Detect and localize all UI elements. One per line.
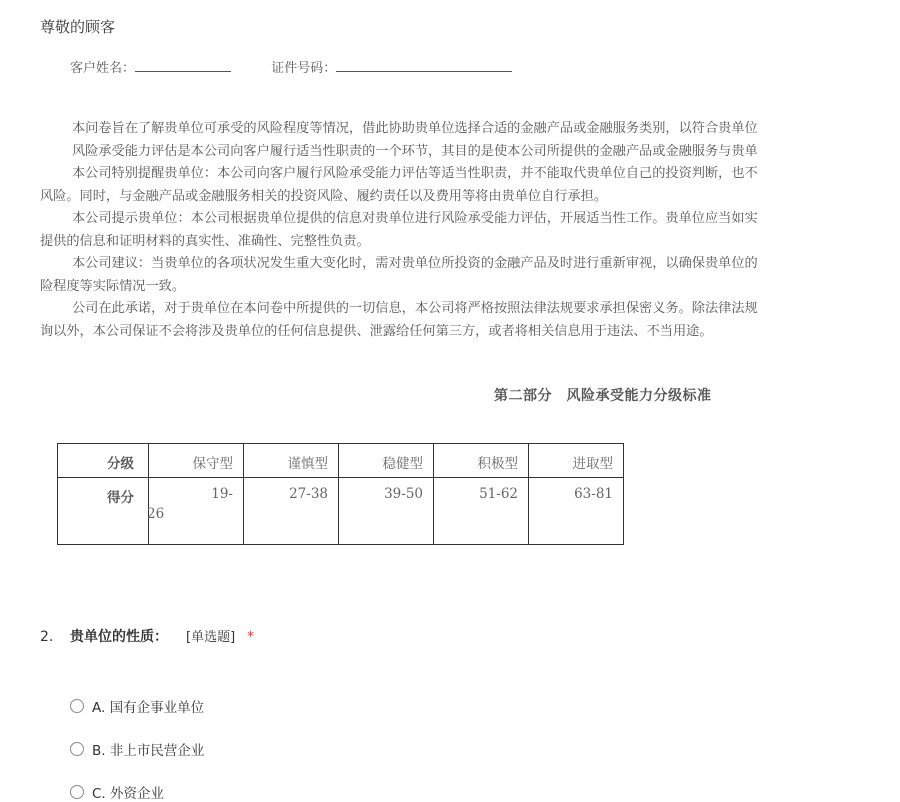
section-title: 第二部分 风险承受能力分级标准 — [494, 388, 712, 404]
table-cell — [434, 444, 529, 478]
intro-line: 询以外，本公司保证不会将涉及贵单位的任何信息提供、泄露给任何第三方，或者将相关信息用于违法、不当用途。 — [40, 323, 713, 339]
table-cell — [149, 478, 244, 545]
radio-button[interactable] — [70, 785, 84, 799]
score-conservative-end: 26 — [147, 506, 165, 522]
radio-button[interactable] — [70, 742, 84, 756]
question-title: 贵单位的性质： — [70, 629, 168, 645]
table-row — [58, 478, 624, 545]
level-aggressive: 进取型 — [572, 456, 613, 472]
id-number-blank — [336, 59, 512, 72]
intro-line: 风险承受能力评估是本公司向客户履行适当性职责的一个环节，其目的是使本公司所提供的金融产品或金融服务与贵单 — [72, 143, 758, 159]
required-mark: * — [247, 629, 255, 645]
score-conservative-start: 19- — [211, 486, 233, 502]
level-conservative: 保守型 — [192, 456, 233, 472]
level-active: 积极型 — [477, 456, 518, 472]
intro-line: 本公司提示贵单位：本公司根据贵单位提供的信息对贵单位进行风险承受能力评估，开展适当性工作。贵单位应当如实 — [72, 211, 758, 226]
table-cell — [529, 444, 624, 478]
table-cell — [339, 478, 434, 545]
intro-text — [40, 118, 900, 343]
table-cell — [58, 444, 149, 478]
option-label[interactable]: A. 国有企事业单位 — [92, 700, 205, 716]
customer-info-fields — [70, 57, 512, 76]
intro-line: 风险。同时，与金融产品或金融服务相关的投资风险、履约责任以及费用等将由贵单位自行承担。 — [40, 188, 608, 204]
score-active: 51-62 — [479, 486, 518, 502]
option-label[interactable]: C. 外资企业 — [92, 786, 165, 802]
option-c[interactable] — [70, 782, 164, 802]
table-cell — [244, 444, 339, 478]
intro-line: 公司在此承诺，对于贵单位在本问卷中所提供的一切信息，本公司将严格按照法律法规要求承担保密义务。除法律法规 — [72, 301, 758, 316]
customer-name-label: 客户姓名： — [70, 61, 136, 76]
id-number-label: 证件号码： — [271, 61, 337, 76]
intro-line: 本公司建议：当贵单位的各项状况发生重大变化时，需对贵单位所投资的金融产品及时进行重新审视，以确保贵单位的 — [72, 256, 758, 271]
table-row — [58, 444, 624, 478]
level-steady: 稳健型 — [382, 456, 423, 472]
question-type: [单选题] — [186, 630, 236, 645]
radio-button[interactable] — [70, 699, 84, 713]
question-header — [40, 626, 254, 646]
table-cell — [434, 478, 529, 545]
table-cell — [58, 478, 149, 545]
table-cell — [244, 478, 339, 545]
intro-line: 本问卷旨在了解贵单位可承受的风险程度等情况，借此协助贵单位选择合适的金融产品或金融服务类别，以符合贵单位 — [72, 121, 758, 136]
option-b[interactable] — [70, 739, 204, 759]
intro-line: 提供的信息和证明材料的真实性、准确性、完整性负责。 — [40, 233, 370, 249]
score-aggressive: 63-81 — [574, 486, 613, 502]
score-steady: 39-50 — [384, 486, 423, 502]
greeting: 尊敬的顾客 — [40, 18, 116, 36]
score-cautious: 27-38 — [289, 486, 328, 502]
score-label: 得分 — [107, 490, 134, 506]
intro-line: 险程度等实际情况一致。 — [40, 278, 186, 294]
question-number: 2. — [40, 629, 54, 645]
table-cell — [529, 478, 624, 545]
table-cell — [149, 444, 244, 478]
option-label[interactable]: B. 非上市民营企业 — [92, 743, 205, 759]
customer-name-blank — [135, 59, 231, 72]
level-cautious: 谨慎型 — [287, 456, 328, 472]
option-a[interactable] — [70, 696, 204, 716]
risk-grade-table — [57, 443, 624, 545]
table-cell — [339, 444, 434, 478]
intro-line: 本公司特别提醒贵单位：本公司向客户履行风险承受能力评估等适当性职责，并不能取代贵单位自己的投资判断，也不 — [72, 166, 758, 181]
grade-label: 分级 — [107, 456, 134, 472]
